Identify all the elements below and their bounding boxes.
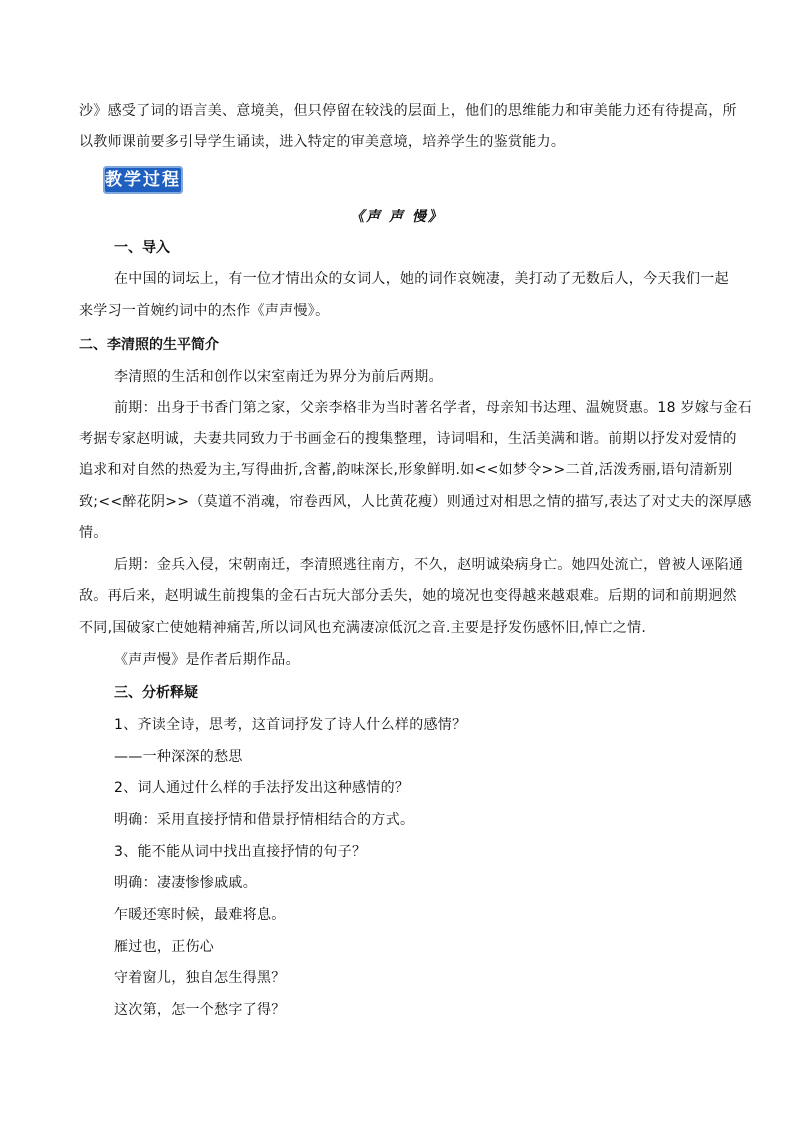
part3-heading: 三、分析释疑 — [114, 685, 198, 701]
question-1: 1、齐读全诗，思考，这首词抒发了诗人什么样的感情？ — [114, 717, 467, 733]
early-line-5: 情。 — [79, 525, 108, 541]
quote-line-3: 守着窗儿，独自怎生得黑？ — [114, 970, 286, 986]
part2-intro: 李清照的生活和创作以宋室南迁为界分为前后两期。 — [114, 369, 443, 385]
intro-line-1: 沙》感受了词的语言美、意境美，但只停留在较浅的层面上，他们的思维能力和审美能力还有待提高，所 — [79, 103, 737, 119]
late-line-3: 不同,国破家亡使她精神痛苦,所以词风也充满凄凉低沉之音.主要是抒发伤感怀旧,悼亡之情. — [79, 620, 647, 636]
section-badge: 教学过程 — [103, 166, 183, 194]
early-line-4: 致;<<醉花阴>>（莫道不消魂，帘卷西风，人比黄花瘦）则通过对相思之情的描写,表达了对丈夫的深厚感 — [79, 494, 752, 510]
question-3: 3、能不能从词中找出直接抒情的句子？ — [114, 844, 367, 860]
answer-2: 明确：采用直接抒情和借景抒情相结合的方式。 — [114, 812, 415, 828]
part2-last-line: 《声声慢》是作者后期作品。 — [114, 652, 300, 668]
intro-line-2: 以教师课前要多引导学生诵读，进入特定的审美意境，培养学生的鉴赏能力。 — [79, 134, 566, 150]
answer-1: ——一种深深的愁思 — [114, 749, 243, 765]
late-line-1: 后期：金兵入侵，宋朝南迁，李清照逃往南方，不久，赵明诚染病身亡。她四处流亡，曾被人诬陷通 — [114, 557, 744, 573]
question-2: 2、词人通过什么样的手法抒发出这种感情的？ — [114, 780, 410, 796]
lesson-title: 《声 声 慢》 — [350, 209, 444, 225]
quote-line-2: 雁过也，正伤心 — [114, 939, 215, 955]
part1-heading: 一、导入 — [114, 240, 170, 256]
answer-3: 明确：凄凄惨惨戚戚。 — [114, 875, 257, 891]
quote-line-4: 这次第，怎一个愁字了得？ — [114, 1002, 286, 1018]
early-line-3: 追求和对自然的热爱为主,写得曲折,含蓄,韵味深长,形象鲜明.如<<如梦令>>二首,活泼秀丽,语句清新别 — [79, 462, 733, 478]
part1-line-1: 在中国的词坛上，有一位才情出众的女词人，她的词作哀婉凄，美打动了无数后人，今天我们一起 — [114, 271, 729, 287]
early-line-1: 前期：出身于书香门第之家，父亲李格非为当时著名学者，母亲知书达理、温婉贤惠。18 岁嫁与金石 — [114, 400, 753, 416]
part1-line-2: 来学习一首婉约词中的杰作《声声慢》。 — [79, 303, 330, 319]
quote-line-1: 乍暖还寒时候，最难将息。 — [114, 907, 286, 923]
early-line-2: 考据专家赵明诚，夫妻共同致力于书画金石的搜集整理，诗词唱和，生活美满和谐。前期以抒发对爱情的 — [79, 431, 737, 447]
part2-heading: 二、李清照的生平简介 — [79, 337, 219, 353]
late-line-2: 敌。再后来，赵明诚生前搜集的金石古玩大部分丢失，她的境况也变得越来越艰难。后期的词和前期迥然 — [79, 588, 737, 604]
